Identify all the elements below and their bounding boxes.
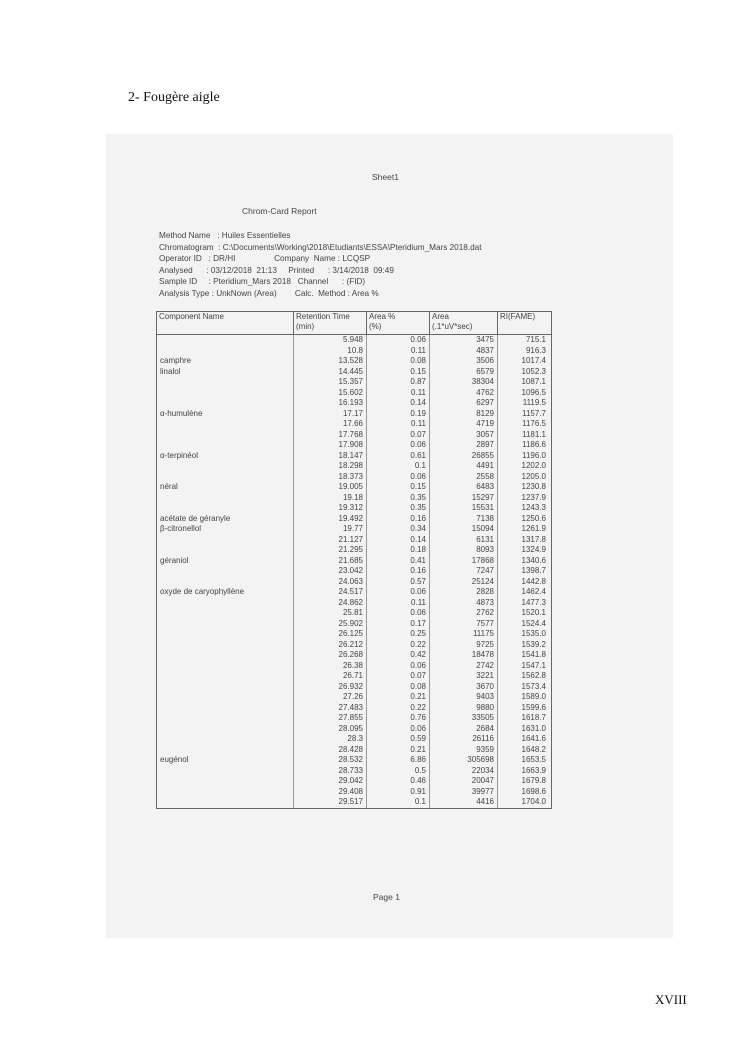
cell-ri: 1398.7	[521, 566, 546, 575]
table-row	[157, 629, 551, 640]
cell-area: 18478	[430, 650, 498, 661]
table-row	[157, 724, 551, 735]
cell-retention-time: 19.77	[294, 524, 367, 535]
meta-analysed: Analysed : 03/12/2018 21:13 Printed : 3/14/2018 09:49	[159, 265, 394, 275]
cell-area: 2742	[430, 661, 498, 672]
cell-area-percent: 0.07	[367, 430, 430, 441]
table-row	[157, 514, 551, 525]
cell-component: β-citronellol	[157, 524, 294, 535]
cell-retention-time: 27.483	[294, 703, 367, 714]
cell-component	[157, 398, 294, 409]
table-row	[157, 419, 551, 430]
cell-area: 38304	[430, 377, 498, 388]
cell-retention-time: 19.005	[294, 482, 367, 493]
cell-area-percent: 0.1	[367, 461, 430, 472]
cell-area-percent: 0.08	[367, 682, 430, 693]
cell-ri: 1589.0	[521, 692, 546, 701]
cell-area: 26116	[430, 734, 498, 745]
meta-chromatogram: Chromatogram : C:\Documents\Working\2018\Etudiants\ESSA\Pteridium_Mars 2018.dat	[159, 242, 482, 252]
table-header	[157, 312, 551, 335]
cell-area: 2558	[430, 472, 498, 483]
cell-area-percent: 0.46	[367, 776, 430, 787]
cell-component	[157, 493, 294, 504]
cell-area: 3506	[430, 356, 498, 367]
cell-component: α-terpinéol	[157, 451, 294, 462]
table-row	[157, 556, 551, 567]
cell-ri: 1541.8	[521, 650, 546, 659]
cell-area: 2684	[430, 724, 498, 735]
cell-area-percent: 0.35	[367, 493, 430, 504]
cell-area-percent: 0.25	[367, 629, 430, 640]
cell-retention-time: 25.81	[294, 608, 367, 619]
cell-component	[157, 535, 294, 546]
cell-component: acétate de géranyle	[157, 514, 294, 525]
cell-ri: 1237.9	[521, 492, 546, 502]
cell-component	[157, 776, 294, 787]
cell-retention-time: 5.948	[294, 335, 367, 346]
cell-component	[157, 545, 294, 556]
cell-component: néral	[157, 482, 294, 493]
cell-area-percent: 0.57	[367, 577, 430, 588]
cell-ri: 1186.6	[522, 440, 546, 449]
cell-area-percent: 0.06	[367, 608, 430, 619]
table-row	[157, 734, 551, 745]
cell-area-percent: 0.16	[367, 566, 430, 577]
cell-retention-time: 10.8	[294, 346, 367, 357]
table-row	[157, 692, 551, 703]
cell-ri: 1653.5	[521, 755, 546, 764]
cell-ri: 1087.1	[521, 377, 546, 386]
cell-ri: 1698.6	[521, 786, 546, 796]
cell-component	[157, 608, 294, 619]
cell-area: 305698	[430, 755, 498, 766]
cell-component	[157, 629, 294, 640]
cell-retention-time: 27.26	[294, 692, 367, 703]
meta-operator: Operator ID : DR/HI Company Name : LCQSP	[159, 254, 371, 264]
cell-ri: 1547.1	[521, 660, 546, 670]
cell-ri: 1663.9	[521, 765, 546, 775]
table-body	[157, 335, 551, 808]
cell-retention-time: 28.733	[294, 766, 367, 777]
table-row	[157, 566, 551, 577]
table-row	[157, 430, 551, 441]
report-footer: Page 1	[373, 892, 400, 902]
cell-retention-time: 17.768	[294, 430, 367, 441]
header-area-percent: Area % (%)	[367, 312, 430, 334]
cell-retention-time: 24.862	[294, 598, 367, 609]
cell-component	[157, 671, 294, 682]
cell-retention-time: 18.147	[294, 451, 367, 462]
cell-area-percent: 0.17	[367, 619, 430, 630]
cell-area-percent: 0.34	[367, 524, 430, 535]
cell-retention-time: 21.295	[294, 545, 367, 556]
cell-ri: 1096.5	[521, 387, 546, 397]
cell-area-percent: 0.41	[367, 556, 430, 567]
cell-area-percent: 0.15	[367, 482, 430, 493]
table-row	[157, 398, 551, 409]
cell-area: 4416	[430, 797, 498, 808]
cell-component	[157, 619, 294, 630]
cell-component	[157, 472, 294, 483]
cell-area-percent: 0.14	[367, 398, 430, 409]
cell-component	[157, 766, 294, 777]
cell-retention-time: 26.38	[294, 661, 367, 672]
cell-retention-time: 21.127	[294, 535, 367, 546]
cell-area-percent: 0.18	[367, 545, 430, 556]
table-row	[157, 703, 551, 714]
table-row	[157, 461, 551, 472]
table-row	[157, 713, 551, 724]
table-row	[157, 440, 551, 451]
cell-area-percent: 0.11	[367, 419, 430, 430]
cell-component	[157, 661, 294, 672]
cell-area-percent: 0.06	[367, 724, 430, 735]
cell-ri: 1176.5	[522, 419, 546, 428]
header-component-name: Component Name	[157, 312, 294, 334]
cell-component	[157, 577, 294, 588]
cell-area-percent: 0.22	[367, 703, 430, 714]
scanned-report	[106, 134, 673, 938]
cell-component	[157, 566, 294, 577]
cell-ri: 1641.6	[521, 734, 546, 743]
table-row	[157, 493, 551, 504]
cell-component: eugénol	[157, 755, 294, 766]
cell-area: 9725	[430, 640, 498, 651]
cell-area: 15531	[430, 503, 498, 514]
cell-area: 9403	[430, 692, 498, 703]
cell-ri: 1524.4	[521, 618, 546, 628]
cell-retention-time: 18.298	[294, 461, 367, 472]
cell-ri: 1599.6	[521, 702, 546, 712]
cell-retention-time: 29.408	[294, 787, 367, 798]
table-row	[157, 451, 551, 462]
cell-ri: 1017.4	[521, 356, 546, 365]
cell-area: 15094	[430, 524, 498, 535]
cell-ri: 916.3	[525, 345, 546, 355]
cell-area-percent: 0.91	[367, 787, 430, 798]
table-row	[157, 377, 551, 388]
cell-area-percent: 0.08	[367, 356, 430, 367]
cell-ri: 1539.2	[521, 639, 546, 649]
cell-retention-time: 26.932	[294, 682, 367, 693]
cell-area: 4491	[430, 461, 498, 472]
cell-retention-time: 23.042	[294, 566, 367, 577]
cell-ri: 1052.3	[521, 366, 546, 376]
cell-ri: 1250.6	[521, 513, 546, 523]
cell-area: 26855	[430, 451, 498, 462]
cell-ri: 1520.1	[521, 608, 546, 617]
cell-ri: 1205.0	[521, 471, 546, 481]
table-row	[157, 388, 551, 399]
cell-area: 39977	[430, 787, 498, 798]
cell-component: camphre	[157, 356, 294, 367]
cell-ri: 1618.7	[521, 713, 546, 722]
cell-ri: 1573.4	[521, 681, 546, 691]
cell-component	[157, 682, 294, 693]
table-row	[157, 409, 551, 420]
cell-retention-time: 27.855	[294, 713, 367, 724]
cell-ri: 1230.8	[521, 482, 546, 491]
cell-area-percent: 0.76	[367, 713, 430, 724]
cell-ri: 1261.9	[521, 524, 546, 533]
cell-component	[157, 692, 294, 703]
cell-area: 4719	[430, 419, 498, 430]
cell-component	[157, 598, 294, 609]
table-row	[157, 640, 551, 651]
cell-ri: 1340.6	[521, 555, 546, 565]
table-row	[157, 598, 551, 609]
header-retention-time: Retention Time (min)	[294, 312, 367, 334]
cell-ri: 1196.0	[522, 450, 546, 460]
cell-area: 17868	[430, 556, 498, 567]
cell-retention-time: 26.212	[294, 640, 367, 651]
cell-ri: 1181.1	[522, 429, 546, 439]
cell-area-percent: 0.15	[367, 367, 430, 378]
cell-ri: 1317.8	[521, 534, 546, 544]
cell-area-percent: 0.06	[367, 661, 430, 672]
cell-retention-time: 24.517	[294, 587, 367, 598]
cell-component	[157, 503, 294, 514]
cell-area: 11175	[430, 629, 498, 640]
cell-component	[157, 734, 294, 745]
page-number: XVIII	[655, 992, 687, 1007]
cell-retention-time: 19.492	[294, 514, 367, 525]
cell-ri: 1157.7	[522, 408, 546, 418]
cell-retention-time: 21.685	[294, 556, 367, 567]
cell-area: 4837	[430, 346, 498, 357]
cell-ri: 1631.0	[521, 723, 546, 733]
header-ri-fame: RI(FAME)	[500, 312, 536, 321]
cell-retention-time: 26.71	[294, 671, 367, 682]
cell-component: α-humulène	[157, 409, 294, 420]
cell-ri: 1462.4	[521, 587, 546, 596]
table-row	[157, 745, 551, 756]
cell-retention-time: 28.428	[294, 745, 367, 756]
cell-area: 7577	[430, 619, 498, 630]
report-title: Chrom-Card Report	[242, 206, 317, 216]
cell-ri: 1119.5	[522, 398, 546, 407]
table-row	[157, 619, 551, 630]
table-row	[157, 503, 551, 514]
cell-area-percent: 0.1	[367, 797, 430, 808]
cell-component	[157, 797, 294, 808]
cell-area-percent: 0.61	[367, 451, 430, 462]
cell-area: 6483	[430, 482, 498, 493]
cell-retention-time: 25.902	[294, 619, 367, 630]
cell-area-percent: 0.21	[367, 692, 430, 703]
cell-area-percent: 0.19	[367, 409, 430, 420]
cell-area-percent: 0.21	[367, 745, 430, 756]
cell-retention-time: 29.042	[294, 776, 367, 787]
cell-area: 22034	[430, 766, 498, 777]
cell-component	[157, 388, 294, 399]
cell-ri: 1648.2	[521, 744, 546, 754]
cell-component	[157, 346, 294, 357]
cell-area-percent: 0.16	[367, 514, 430, 525]
table-row	[157, 776, 551, 787]
cell-retention-time: 26.268	[294, 650, 367, 661]
cell-area-percent: 0.14	[367, 535, 430, 546]
cell-retention-time: 28.3	[294, 734, 367, 745]
cell-retention-time: 26.125	[294, 629, 367, 640]
table-row	[157, 755, 551, 766]
results-table	[156, 311, 552, 809]
cell-ri: 715.1	[525, 335, 546, 344]
table-row	[157, 472, 551, 483]
cell-area: 33505	[430, 713, 498, 724]
table-row	[157, 650, 551, 661]
cell-retention-time: 17.66	[294, 419, 367, 430]
cell-component	[157, 787, 294, 798]
cell-area-percent: 0.87	[367, 377, 430, 388]
cell-area: 9359	[430, 745, 498, 756]
cell-component	[157, 650, 294, 661]
cell-area-percent: 0.07	[367, 671, 430, 682]
cell-area-percent: 0.06	[367, 472, 430, 483]
cell-area-percent: 0.06	[367, 587, 430, 598]
cell-component: linalol	[157, 367, 294, 378]
cell-ri: 1442.8	[521, 576, 546, 586]
table-row	[157, 545, 551, 556]
table-row	[157, 577, 551, 588]
cell-retention-time: 17.908	[294, 440, 367, 451]
table-row	[157, 335, 551, 346]
table-row	[157, 797, 551, 808]
cell-area: 3475	[430, 335, 498, 346]
table-row	[157, 661, 551, 672]
cell-retention-time: 28.532	[294, 755, 367, 766]
meta-analysis-type: Analysis Type : UnkNown (Area) Calc. Method : Area %	[159, 288, 379, 298]
cell-area: 7138	[430, 514, 498, 525]
cell-area: 9880	[430, 703, 498, 714]
cell-component	[157, 440, 294, 451]
header-area: Area (.1*uV*sec)	[430, 312, 498, 334]
cell-area: 8093	[430, 545, 498, 556]
cell-area-percent: 0.11	[367, 598, 430, 609]
cell-retention-time: 16.193	[294, 398, 367, 409]
cell-ri: 1324.9	[521, 545, 546, 554]
cell-area: 3670	[430, 682, 498, 693]
table-row	[157, 356, 551, 367]
cell-area-percent: 6.86	[367, 755, 430, 766]
cell-retention-time: 18.373	[294, 472, 367, 483]
cell-component	[157, 640, 294, 651]
report-metadata	[159, 230, 482, 300]
cell-area: 6297	[430, 398, 498, 409]
table-row	[157, 766, 551, 777]
cell-retention-time: 29.517	[294, 797, 367, 808]
cell-area-percent: 0.59	[367, 734, 430, 745]
cell-area: 15297	[430, 493, 498, 504]
cell-area: 6579	[430, 367, 498, 378]
cell-area: 2828	[430, 587, 498, 598]
cell-area: 6131	[430, 535, 498, 546]
cell-area: 4873	[430, 598, 498, 609]
cell-ri: 1679.8	[521, 776, 546, 785]
cell-area-percent: 0.5	[367, 766, 430, 777]
table-row	[157, 524, 551, 535]
cell-area: 25124	[430, 577, 498, 588]
cell-component	[157, 745, 294, 756]
cell-retention-time: 19.18	[294, 493, 367, 504]
cell-retention-time: 14.445	[294, 367, 367, 378]
cell-area-percent: 0.06	[367, 335, 430, 346]
table-row	[157, 346, 551, 357]
cell-retention-time: 15.357	[294, 377, 367, 388]
cell-area: 2762	[430, 608, 498, 619]
cell-ri: 1704.0	[521, 797, 546, 806]
cell-component	[157, 430, 294, 441]
page-heading: 2- Fougère aigle	[128, 90, 220, 105]
cell-component	[157, 461, 294, 472]
meta-sample: Sample ID : Pteridium_Mars 2018 Channel : (FID)	[159, 277, 366, 287]
cell-area: 20047	[430, 776, 498, 787]
cell-ri: 1477.3	[521, 597, 546, 607]
cell-area: 7247	[430, 566, 498, 577]
cell-ri: 1562.8	[521, 671, 546, 680]
table-row	[157, 671, 551, 682]
table-row	[157, 482, 551, 493]
cell-retention-time: 17.17	[294, 409, 367, 420]
cell-retention-time: 15.602	[294, 388, 367, 399]
cell-ri: 1243.3	[521, 503, 546, 512]
cell-component	[157, 377, 294, 388]
meta-method-name: Method Name : Huiles Essentielles	[159, 231, 291, 240]
cell-ri: 1202.0	[521, 461, 546, 470]
cell-area: 8129	[430, 409, 498, 420]
cell-area: 2897	[430, 440, 498, 451]
table-row	[157, 787, 551, 798]
cell-retention-time: 13.528	[294, 356, 367, 367]
table-row	[157, 367, 551, 378]
table-row	[157, 608, 551, 619]
cell-area-percent: 0.11	[367, 388, 430, 399]
cell-component	[157, 419, 294, 430]
cell-area-percent: 0.35	[367, 503, 430, 514]
table-row	[157, 682, 551, 693]
cell-area: 3057	[430, 430, 498, 441]
sheet-title: Sheet1	[372, 172, 399, 182]
cell-retention-time: 24.063	[294, 577, 367, 588]
cell-retention-time: 28.095	[294, 724, 367, 735]
cell-component	[157, 703, 294, 714]
cell-area-percent: 0.22	[367, 640, 430, 651]
cell-component	[157, 724, 294, 735]
cell-area-percent: 0.06	[367, 440, 430, 451]
cell-component: géraniol	[157, 556, 294, 567]
table-row	[157, 587, 551, 598]
table-row	[157, 535, 551, 546]
cell-area: 3221	[430, 671, 498, 682]
cell-ri: 1535.0	[521, 629, 546, 638]
cell-area: 4762	[430, 388, 498, 399]
cell-component	[157, 335, 294, 346]
cell-component	[157, 713, 294, 724]
cell-area-percent: 0.11	[367, 346, 430, 357]
cell-component: oxyde de caryophyllène	[157, 587, 294, 598]
cell-area-percent: 0.42	[367, 650, 430, 661]
cell-retention-time: 19.312	[294, 503, 367, 514]
